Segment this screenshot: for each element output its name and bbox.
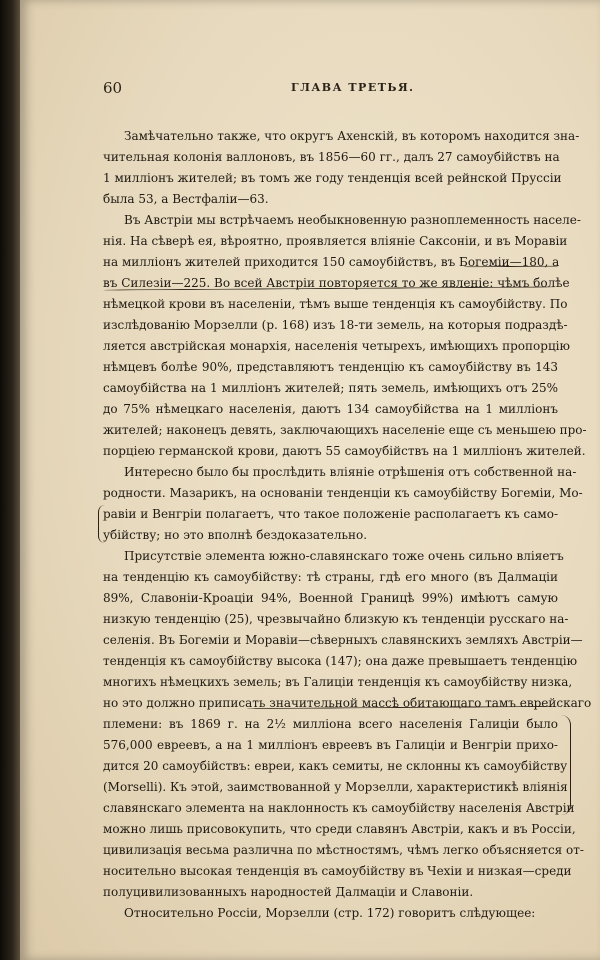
- text-line: въ Силезіи—225. Во всей Австріи повторяется то же явленіе: чѣмъ болѣе: [103, 276, 570, 290]
- text-line: на милліонъ жителей приходится 150 самоубійствъ, въ Богеміи—180, а: [103, 255, 560, 269]
- text-line: убійству; но это вполнѣ бездоказательно.: [103, 528, 368, 542]
- text-line: 576,000 евреевъ, а на 1 милліонъ евреевъ въ Галиціи и Венгріи прихо-: [103, 738, 558, 752]
- margin-brace: [560, 715, 571, 815]
- text-line: можно лишь присовокупить, что среди славянъ Австріи, какъ и въ Россіи,: [103, 822, 576, 836]
- text-line: дится 20 самоубійствъ: евреи, какъ семиты, не склонны къ самоубійству: [103, 759, 568, 773]
- text-line: Относительно Россіи, Морзелли (стр. 172) говоритъ слѣдующее:: [124, 906, 536, 920]
- text-line: нѣмецкой крови въ населеніи, тѣмъ выше тенденція къ самоубійству. По: [103, 297, 568, 311]
- text-line: тенденція къ самоубійству высока (147); она даже превышаетъ тенденцію: [103, 654, 578, 668]
- text-line: славянскаго элемента на наклонность къ самоубійству населенія Австріи: [103, 801, 575, 815]
- text-line: Въ Австріи мы встрѣчаемъ необыкновенную разноплеменность населе-: [124, 213, 581, 227]
- page-number: 60: [103, 79, 123, 97]
- text-line: низкую тенденцію (25), чрезвычайно близкую къ тенденціи русскаго на-: [103, 612, 569, 626]
- text-line: 1 милліонъ жителей; въ томъ же году тенденція всей рейнской Пруссіи: [103, 171, 562, 185]
- text-line: Интересно было бы прослѣдить вліяніе отрѣшенія отъ собственной на-: [124, 465, 577, 479]
- paragraph: [103, 462, 583, 546]
- text-line: многихъ нѣмецкихъ земель; въ Галиціи тенденція къ самоубійству низка,: [103, 675, 573, 689]
- text-line: порціею германской крови, даютъ 55 самоубійствъ на 1 милліонъ жителей.: [103, 444, 586, 458]
- text-line: ляется австрійская монархія, населенія четырехъ, имѣющихъ пропорцію: [103, 339, 570, 353]
- running-head: ГЛАВА ТРЕТЬЯ.: [291, 81, 415, 94]
- text-line: до 75% нѣмецкаго населенія, даютъ 134 самоубійства на 1 милліонъ: [103, 402, 558, 416]
- text-line: (Morselli). Къ этой, заимствованной у Морзелли, характеристикѣ вліянія: [103, 780, 568, 794]
- book-page: [20, 0, 600, 960]
- margin-brace: [98, 505, 105, 543]
- text-line: чительная колонія валлоновъ, въ 1856—60 гг., далъ 27 самоубійствъ на: [103, 150, 560, 164]
- text-line: изслѣдованію Морзелли (р. 168) изъ 18-ти земель, на которыя подраздѣ-: [103, 318, 568, 332]
- text-line: на тенденцію къ самоубійству: тѣ страны, гдѣ его много (въ Далмаціи: [103, 570, 558, 584]
- paragraph: [103, 546, 592, 903]
- text-line: была 53, а Вестфаліи—63.: [103, 192, 269, 206]
- text-line: родности. Мазарикъ, на основаніи тенденціи къ самоубійству Богеміи, Мо-: [103, 486, 583, 500]
- paragraph: [103, 210, 587, 462]
- text-line: племени: въ 1869 г. на 2½ милліона всего населенія Галиціи было: [103, 717, 558, 731]
- text-line: носительно высокая тенденція въ самоубійству въ Чехіи и низкая—среди: [103, 864, 572, 878]
- text-line: нія. На сѣверѣ ея, вѣроятно, проявляется вліяніе Саксоніи, и въ Моравіи: [103, 234, 568, 248]
- text-line: жителей; наконецъ девять, заключающихъ населеніе еще съ меньшею про-: [103, 423, 587, 437]
- text-line: Замѣчательно также, что округъ Ахенскій, въ которомъ находится зна-: [124, 129, 580, 143]
- text-line: цивилизація весьма различна по мѣстностямъ, чѣмъ легко объясняется от-: [103, 843, 584, 857]
- text-line: селенія. Въ Богеміи и Моравіи—сѣверныхъ славянскихъ земляхъ Австріи—: [103, 633, 583, 647]
- paragraph: [103, 903, 558, 924]
- paragraph: [103, 126, 580, 210]
- text-line: нѣмцевъ болѣе 90%, представляютъ тенденцію къ самоубійству въ 143: [103, 360, 558, 374]
- text-line: 89%, Славоніи-Кроаціи 94%, Военной Границѣ 99%) имѣютъ самую: [103, 591, 558, 605]
- book-binding-shadow: [0, 0, 20, 960]
- text-line: Присутствіе элемента южно-славянскаго тоже очень сильно вліяетъ: [124, 549, 564, 563]
- text-line: равіи и Венгріи полагаетъ, что такое положеніе располагаетъ къ само-: [103, 507, 558, 521]
- body-text: [103, 126, 592, 924]
- text-line: полуцивилизованныхъ народностей Далмаціи и Славоніи.: [103, 885, 474, 899]
- text-line: самоубійства на 1 милліонъ жителей; пять земель, имѣющихъ отъ 25%: [103, 381, 558, 395]
- text-line: но это должно приписать значительной массѣ обитающаго тамъ еврейскаго: [103, 696, 592, 710]
